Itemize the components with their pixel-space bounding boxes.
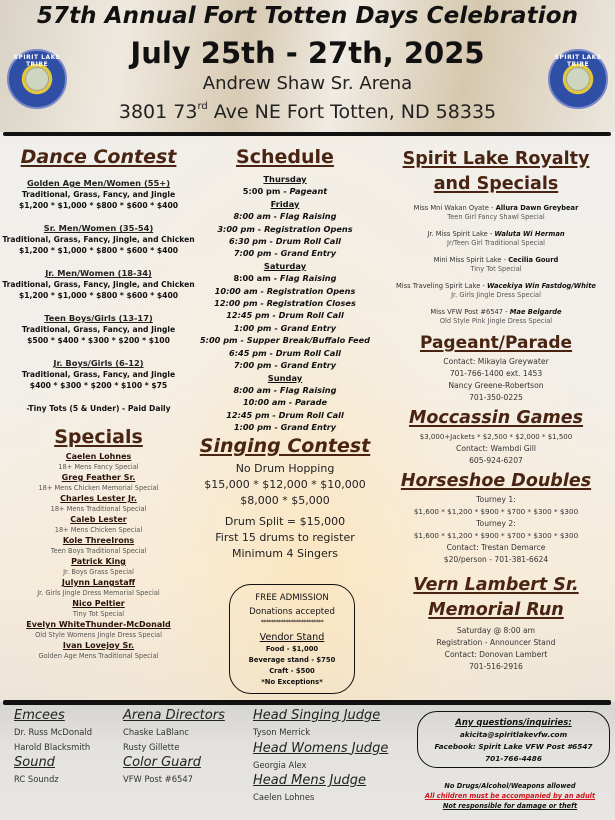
dance-category-prizes: $400 * $300 * $200 * $100 * $75 (29, 381, 168, 390)
dance-category-styles: Traditional, Grass, Fancy, Jingle, and Chicken (2, 280, 195, 289)
head-mens-judge-heading: Head Mens Judge (253, 773, 367, 788)
schedule-day: Thursday (263, 174, 307, 184)
admission-vendor-box (229, 584, 355, 694)
inquiries-facebook: Facebook: Spirit Lake VFW Post #6547 (434, 742, 593, 751)
schedule-time: 8:00 am (233, 211, 271, 222)
schedule-time: 5:00 pm (199, 335, 238, 346)
special-description: 18+ Mens Fancy Special (58, 463, 139, 471)
schedule-time: 8:00 am (233, 273, 271, 284)
moccasin-line: 605-924-6207 (469, 456, 523, 465)
royalty-special: Jr. Girls Jingle Dress Special (451, 291, 541, 299)
schedule-event: Drum Roll Call (278, 409, 344, 420)
royalty-title: Miss VFW Post #6547 - (430, 308, 510, 316)
schedule-time: 3:00 pm (217, 223, 255, 234)
schedule-item: 12:45 pm - Drum Roll Call (226, 409, 344, 420)
schedule-time: 7:00 pm (233, 248, 272, 259)
dance-category-styles: Traditional, Grass, Fancy, and Jingle (21, 190, 176, 199)
schedule-time: 6:45 pm (229, 347, 267, 358)
event-title: 57th Annual Fort Totten Days Celebration (36, 3, 579, 29)
royalty-name: Allura Dawn Greybear (495, 204, 579, 212)
schedule-item: 10:00 am - Registration Opens (214, 285, 356, 296)
emcees-heading: Emcees (14, 708, 65, 723)
vendor-fee: Food - $1,000 (265, 645, 319, 653)
inquiries-heading: Any questions/inquiries: (455, 718, 572, 728)
schedule-item: 7:00 pm - Grand Entry (233, 248, 337, 259)
specials-heading: Specials (54, 426, 143, 448)
poster-header (0, 0, 615, 132)
royalty-title: Jr. Miss Spirit Lake - (427, 230, 495, 238)
judge-name: Caelen Lohnes (253, 792, 315, 802)
singing-line: No Drum Hopping (235, 461, 335, 475)
special-description: Golden Age Mens Traditional Special (38, 652, 159, 660)
special-description: Tiny Tot Special (72, 610, 125, 618)
schedule-event: Flag Raising (279, 211, 337, 222)
arena-director-name: Chaske LaBlanc (123, 727, 189, 737)
special-description: 18+ Mens Chicken Memorial Special (38, 484, 159, 492)
royalty-item (377, 256, 615, 274)
memorial-run-heading: Memorial Run (428, 600, 564, 620)
pageant-line: 701-766-1400 ext. 1453 (449, 369, 543, 378)
dance-category-prizes: $1,200 * $1,000 * $800 * $600 * $400 (18, 246, 179, 255)
run-line: 701-516-2916 (469, 662, 523, 671)
address-part: 3801 73 (118, 101, 198, 123)
dance-category-prizes: $500 * $400 * $300 * $200 * $100 (27, 336, 170, 345)
singing-contest-details (195, 461, 375, 562)
special-description: 18+ Mens Traditional Special (50, 505, 147, 513)
schedule-heading: Schedule (236, 146, 334, 168)
schedule-time: 1:00 pm (233, 422, 272, 433)
schedule-section (195, 146, 375, 562)
address-part: Ave NE Fort Totten, ND 58335 (207, 101, 497, 123)
horseshoe-doubles-heading: Horseshoe Doubles (400, 471, 592, 491)
run-line: Registration - Announcer Stand (436, 638, 556, 647)
royalty-name: Mae Belgarde (509, 308, 562, 316)
royalty-item (377, 282, 615, 300)
royalty-special: Teen Girl Fancy Shawl Special (447, 213, 545, 221)
inquiries-box (417, 711, 610, 768)
seal-text: SPIRIT LAKE TRIBE (554, 54, 602, 68)
schedule-item: 7:00 pm - Grand Entry (233, 360, 337, 371)
special-sponsor: Ivan Lovejoy Sr. (62, 641, 135, 650)
special-sponsor: Julynn Langstaff (61, 578, 136, 587)
schedule-event: Registration Closes (266, 298, 356, 309)
pageant-line: Nancy Greene-Robertson (448, 381, 544, 390)
royalty-title: Miss Traveling Spirit Lake - (396, 282, 488, 290)
emcee-name: Harold Blacksmith (14, 741, 91, 752)
special-description: Jr. Girls Jingle Dress Memorial Special (37, 589, 160, 597)
schedule-event: Flag Raising (279, 273, 337, 284)
special-sponsor: Caleb Lester (70, 515, 127, 524)
dance-category-prizes: $1,200 * $1,000 * $800 * $600 * $400 (18, 201, 179, 210)
schedule-day: Friday (270, 198, 300, 209)
moccasin-games-heading: Moccassin Games (408, 408, 584, 428)
singing-line: $8,000 * $5,000 (240, 493, 330, 507)
schedule-event: Drum Roll Call (275, 236, 341, 247)
dance-category-styles: Traditional, Grass, Fancy, Jingle, and Chicken (2, 235, 195, 244)
schedule-item: 6:30 pm - Drum Roll Call (229, 236, 341, 247)
horseshoe-line: Tourney 1: (476, 495, 516, 504)
moccasin-line: Contact: Wambdi Gill (456, 444, 536, 453)
memorial-run-heading: Vern Lambert Sr. (413, 575, 579, 595)
schedule-item: 5:00 pm - Pageant (242, 186, 328, 197)
vendor-fee: Craft - $500 (269, 667, 315, 675)
rule-children-accompanied: All children must be accompanied by an adult (424, 792, 596, 800)
schedule-item: 6:45 pm - Drum Roll Call (229, 347, 341, 358)
schedule-list (195, 173, 375, 434)
moccasin-details (377, 431, 615, 467)
schedule-time: 12:45 pm (226, 409, 270, 420)
royalty-special: Old Style Pink Jingle Dress Special (439, 317, 553, 325)
singing-line: Drum Split = $15,000 (224, 514, 346, 528)
royalty-name: Waluta Wi Herman (494, 230, 565, 238)
royalty-special: Tiny Tot Special (470, 265, 522, 273)
royalty-title: Miss Mni Wakan Oyate - (413, 204, 496, 212)
donations-text: Donations accepted (249, 607, 335, 617)
divider (3, 132, 611, 136)
schedule-time: 6:30 pm (229, 236, 267, 247)
horseshoe-line: $20/person - 701-381-6624 (443, 555, 549, 564)
horseshoe-details (377, 494, 615, 566)
run-line: Contact: Donovan Lambert (444, 650, 548, 659)
schedule-event: Grand Entry (280, 248, 337, 259)
schedule-item: 8:00 am - Flag Raising (233, 273, 337, 284)
emcee-name: Dr. Russ McDonald (14, 727, 93, 737)
sound-heading: Sound (14, 755, 55, 770)
special-description: Jr. Boys Grass Special (63, 568, 134, 576)
dance-category-styles: Traditional, Grass, Fancy, and Jingle (21, 370, 176, 379)
schedule-event: Flag Raising (279, 384, 337, 395)
schedule-item: 3:00 pm - Registration Opens (217, 223, 353, 234)
special-sponsor: Kole ThreeIrons (62, 536, 135, 545)
schedule-time: 12:00 pm (214, 298, 258, 309)
head-singing-judge-heading: Head Singing Judge (253, 708, 381, 723)
schedule-event: Drum Roll Call (275, 347, 341, 358)
event-venue: Andrew Shaw Sr. Arena (202, 73, 413, 94)
schedule-item: 10:00 am - Parade (242, 397, 328, 408)
judge-name: Tyson Merrick (253, 727, 311, 737)
schedule-time: 10:00 am (214, 285, 258, 296)
divider (3, 700, 611, 705)
schedule-event: Pageant (289, 186, 328, 197)
schedule-event: Supper Break/Buffalo Feed (246, 335, 370, 346)
schedule-item: 8:00 am - Flag Raising (233, 211, 337, 222)
pageant-parade-heading: Pageant/Parade (419, 333, 573, 353)
royalty-name: Cecilia Gourd (508, 256, 559, 264)
vendor-fee: Beverage stand - $750 (248, 656, 336, 664)
schedule-item: 12:45 pm - Drum Roll Call (226, 310, 344, 321)
special-sponsor: Evelyn WhiteThunder-McDonald (26, 620, 171, 629)
rule-no-drugs: No Drugs/Alcohol/Weapons allowed (444, 782, 576, 790)
schedule-day: Saturday (263, 260, 307, 271)
run-line: Saturday @ 8:00 am (456, 626, 536, 635)
vendor-note: *No Exceptions* (261, 678, 323, 686)
horseshoe-line: Contact: Trestan Demarce (446, 543, 546, 552)
schedule-item: 5:00 pm - Supper Break/Buffalo Feed (199, 335, 370, 346)
royalty-item (377, 230, 615, 248)
head-womens-judge-heading: Head Womens Judge (253, 740, 389, 756)
memorial-run-details (377, 625, 615, 673)
schedule-day: Sunday (267, 372, 303, 383)
pageant-line: Contact: Mikayla Greywater (443, 357, 549, 366)
sound-name: RC Soundz (14, 774, 59, 784)
event-rules (405, 781, 615, 811)
dance-contest-heading: Dance Contest (20, 146, 177, 168)
judges-column (253, 707, 388, 805)
color-guard-heading: Color Guard (123, 755, 201, 770)
special-description: 18+ Mens Chicken Special (54, 526, 143, 534)
schedule-event: Registration Opens (264, 223, 353, 234)
schedule-item: 8:00 am - Flag Raising (233, 384, 337, 395)
special-sponsor: Nico Peltier (72, 599, 125, 608)
singing-line: First 15 drums to register (215, 530, 355, 544)
dance-category-prizes: $1,200 * $1,000 * $800 * $600 * $400 (18, 291, 179, 300)
schedule-event: Drum Roll Call (278, 310, 344, 321)
pageant-line: 701-350-0225 (469, 393, 523, 402)
arena-director-name: Rusty Gillette (123, 741, 180, 752)
royalty-item (377, 204, 615, 222)
special-sponsor: Greg Feather Sr. (61, 473, 136, 482)
royalty-section (377, 146, 615, 673)
event-address (0, 101, 615, 123)
rule-not-responsible: Not responsible for damage or theft (442, 802, 578, 810)
inquiries-email[interactable]: akicita@spiritlakevfw.com (459, 730, 568, 739)
singing-contest-heading: Singing Contest (199, 434, 371, 457)
schedule-time: 8:00 am (233, 384, 271, 395)
horseshoe-line: Tourney 2: (476, 519, 516, 528)
schedule-item: 12:00 pm - Registration Closes (214, 298, 356, 309)
horseshoe-line: $1,600 * $1,200 * $900 * $700 * $300 * $300 (413, 531, 579, 540)
pageant-contacts (377, 356, 615, 404)
arena-color-guard-column (123, 707, 225, 787)
royalty-item (377, 308, 615, 326)
seal-text: SPIRIT LAKE TRIBE (13, 54, 61, 68)
free-admission-text: FREE ADMISSION (255, 593, 329, 603)
schedule-time: 10:00 am (242, 397, 286, 408)
schedule-time: 7:00 pm (233, 360, 272, 371)
tiny-tots-note: -Tiny Tots (5 & Under) - Paid Daily (26, 404, 171, 413)
special-description: Teen Boys Traditional Special (50, 547, 147, 555)
dance-category-name: Sr. Men/Women (35-54) (43, 223, 154, 233)
vendor-stand-heading: Vendor Stand (259, 632, 325, 643)
royalty-heading: Spirit Lake Royalty (402, 149, 590, 169)
dance-category-name: Jr. Men/Women (18-34) (45, 268, 152, 278)
schedule-time: 12:45 pm (226, 310, 270, 321)
specials-list (0, 452, 197, 662)
star-divider: ************************* (260, 619, 324, 626)
schedule-time: 5:00 pm (242, 186, 281, 197)
dance-category-name: Teen Boys/Girls (13-17) (44, 313, 153, 323)
royalty-title: Mini Miss Spirit Lake - (433, 256, 509, 264)
special-sponsor: Caelen Lohnes (65, 452, 132, 461)
schedule-item: 1:00 pm - Grand Entry (233, 322, 337, 333)
address-ordinal: rd (197, 101, 208, 112)
schedule-event: Grand Entry (280, 360, 337, 371)
dance-category-name: Jr. Boys/Girls (6-12) (53, 358, 144, 368)
singing-line: Minimum 4 Singers (232, 546, 338, 560)
moccasin-line: $3,000+Jackets * $2,500 * $2,000 * $1,500 (419, 433, 573, 441)
royalty-special: Jr/Teen Girl Traditional Special (447, 239, 545, 247)
horseshoe-line: $1,600 * $1,200 * $900 * $700 * $300 * $300 (413, 507, 579, 516)
event-dates: July 25th - 27th, 2025 (130, 36, 485, 70)
arena-directors-heading: Arena Directors (123, 708, 225, 723)
dance-category-styles: Traditional, Grass, Fancy, and Jingle (21, 325, 176, 334)
emcees-sound-column (14, 707, 92, 787)
schedule-event: Grand Entry (280, 422, 337, 433)
dance-category-name: Golden Age Men/Women (55+) (26, 178, 171, 188)
special-sponsor: Charles Lester Jr. (60, 494, 137, 503)
royalty-heading: and Specials (433, 174, 559, 194)
singing-line: $15,000 * $12,000 * $10,000 (204, 477, 366, 491)
dance-contest-section (0, 146, 197, 662)
schedule-item: 1:00 pm - Grand Entry (233, 422, 337, 433)
special-sponsor: Patrick King (71, 557, 126, 566)
royalty-list (377, 204, 615, 326)
special-description: Old Style Womens Jingle Dress Special (35, 631, 162, 639)
schedule-event: Grand Entry (280, 322, 337, 333)
royalty-name: Wacekiya Win Fastdog/White (487, 282, 596, 290)
inquiries-phone: 701-766-4486 (485, 754, 542, 763)
schedule-event: Registration Opens (266, 285, 356, 296)
color-guard-name: VFW Post #6547 (123, 774, 194, 784)
schedule-time: 1:00 pm (233, 322, 272, 333)
schedule-event: Parade (295, 397, 328, 408)
judge-name: Georgia Alex (253, 759, 307, 770)
